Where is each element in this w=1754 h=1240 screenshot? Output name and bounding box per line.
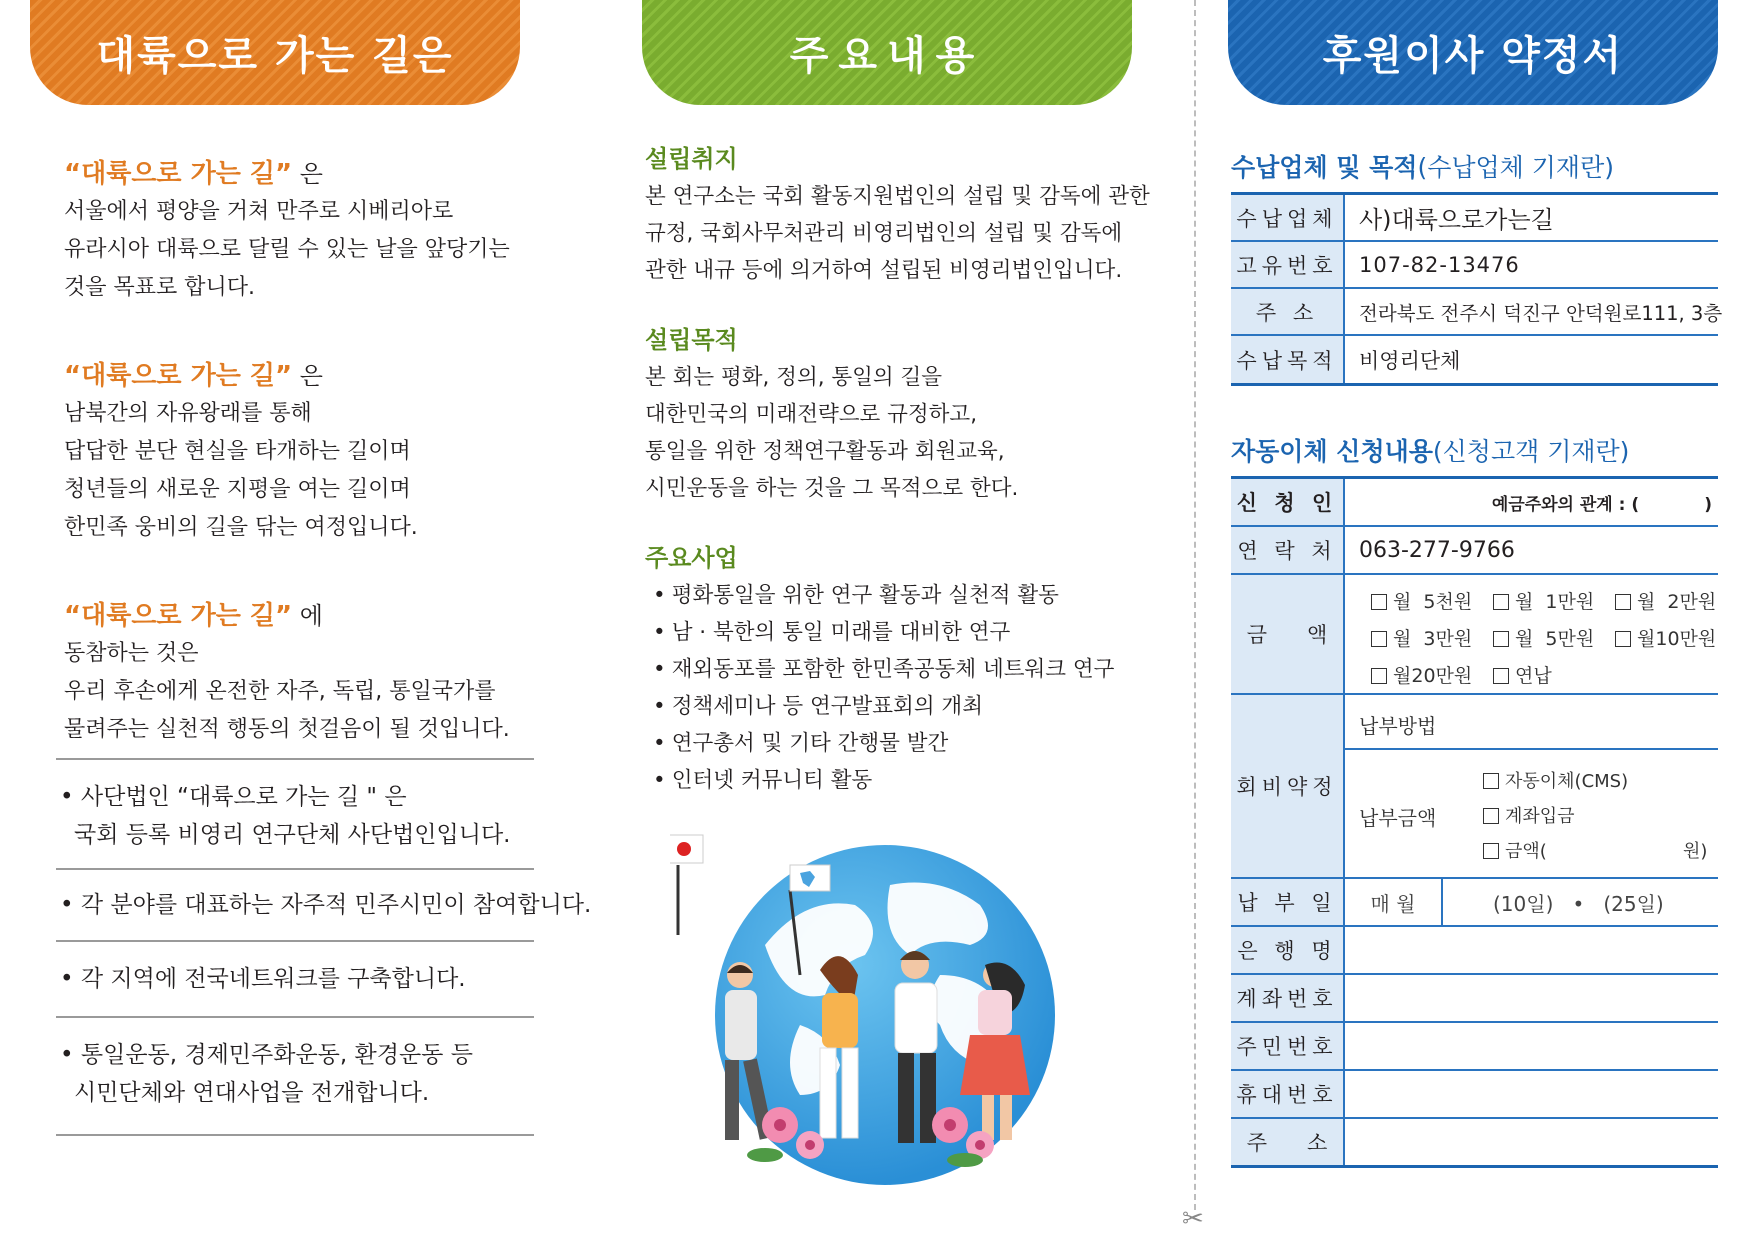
payee-title-sub: (수납업체 기재란) [1417,153,1614,182]
goal-section [645,321,1145,507]
amount-option-label: 월 5만원 [1515,628,1595,650]
resident-label: 주민번호 [1231,1023,1343,1069]
regno-row [1231,242,1718,289]
payee-title-main: 수납업체 및 목적 [1231,153,1418,182]
business-item: • 연구총서 및 기타 간행물 발간 [645,725,1145,762]
payday-value-cell [1343,879,1718,925]
payee-label: 수납업체 [1231,195,1343,240]
payday-label: 납 부 일 [1231,879,1343,925]
checkbox-icon[interactable] [1371,631,1387,647]
intro-block [64,357,534,547]
tab-intro [30,0,520,105]
bullet-line: 시민단체와 연대사업을 전개합니다. [74,1080,430,1106]
pay-unit: 원) [1683,841,1708,862]
amount-option[interactable] [1615,587,1716,614]
intro-quote: “대륙으로 가는 길” [64,361,293,391]
checkbox-icon[interactable] [1493,594,1509,610]
applicant-row [1231,479,1718,527]
goal-line: 통일을 위한 정책연구활동과 회원교육, [645,439,1005,464]
payday-month: 매 월 [1345,879,1443,925]
regno-label: 고유번호 [1231,242,1343,287]
transfer-title-sub: (신청고객 기재란) [1432,437,1630,466]
membership-row [1231,695,1718,879]
business-item: • 인터넷 커뮤니티 활동 [645,762,1145,799]
intro-quote: “대륙으로 가는 길” [64,601,293,631]
checkbox-icon[interactable] [1371,668,1387,684]
intro-block [64,155,534,307]
business-item: • 정책세미나 등 연구발표회의 개최 [645,688,1145,725]
tab-pledge-label: 후원이사 약정서 [1322,33,1624,79]
purpose-value[interactable]: 비영리단체 [1343,336,1718,383]
amount-option-label: 월20만원 [1393,665,1473,687]
applicant-label: 신 청 인 [1231,479,1343,525]
intro-heading [64,597,534,635]
bullet-line: • 사단법인 “대륙으로 가는 길 " 은 [60,784,407,810]
globe-people-illustration [670,825,1130,1205]
purpose-section [645,140,1150,289]
amount-option-label: 월 5천원 [1393,591,1473,613]
account-input[interactable] [1343,975,1718,1021]
address-input[interactable] [1343,1119,1718,1165]
purpose-label: 수납목적 [1231,336,1343,383]
intro-suffix: 은 [292,160,323,188]
bullet-line: • 각 분야를 대표하는 자주적 민주시민이 참여합니다. [60,892,592,918]
amount-option[interactable] [1493,661,1552,688]
bank-input[interactable] [1343,927,1718,973]
regno-value[interactable]: 107-82-13476 [1343,242,1718,287]
mobile-input[interactable] [1343,1071,1718,1117]
contact-value[interactable]: 063-277-9766 [1343,527,1718,573]
membership-label: 회비약정 [1231,695,1343,877]
bullet-item [56,868,592,940]
checkbox-icon[interactable] [1615,594,1631,610]
pay-method-label: 납부방법 [1359,714,1437,738]
intro-heading [64,155,534,193]
cut-line [1194,0,1196,1210]
feature-bullets [56,758,592,1136]
account-row [1231,975,1718,1023]
amount-option[interactable] [1371,624,1472,651]
checkbox-icon[interactable] [1483,808,1499,824]
goal-line: 대한민국의 미래전략으로 규정하고, [645,402,978,427]
pay-option-deposit[interactable] [1483,802,1575,828]
purpose-line: 관한 내규 등에 의거하여 설립된 비영리법인입니다. [645,258,1123,283]
mobile-row [1231,1071,1718,1119]
purpose-title: 설립취지 [645,145,738,173]
checkbox-icon[interactable] [1371,594,1387,610]
contact-row [1231,527,1718,575]
intro-suffix: 은 [292,362,323,390]
payee-address-value[interactable]: 전라북도 전주시 덕진구 안덕원로111, 3층 [1343,289,1722,334]
intro-line: 청년들의 새로운 지평을 여는 길이며 [64,477,411,502]
purpose-line: 본 연구소는 국회 활동지원법인의 설립 및 감독에 관한 [645,184,1150,209]
checkbox-icon[interactable] [1493,631,1509,647]
payee-row [1231,195,1718,242]
account-label: 계좌번호 [1231,975,1343,1021]
purpose-line: 규정, 국회사무처관리 비영리법인의 설립 및 감독에 [645,221,1123,246]
pay-option-amount[interactable] [1483,837,1547,863]
transfer-title-main: 자동이체 신청내용 [1231,437,1433,466]
intro-column [64,155,534,799]
amount-option-label: 월 2만원 [1637,591,1717,613]
amount-option[interactable] [1493,624,1594,651]
pay-amount-label: 납부금액 [1359,806,1437,830]
amount-label: 금 액 [1231,575,1343,693]
address-label: 주 소 [1231,1119,1343,1165]
business-item: • 평화통일을 위한 연구 활동과 실천적 활동 [645,577,1145,614]
amount-option-label: 월 3만원 [1393,628,1473,650]
intro-line: 것을 목표로 합니다. [64,275,255,300]
payee-section-title [1231,148,1614,184]
payday-dates[interactable]: (10일) • (25일) [1493,891,1664,916]
intro-line: 물려주는 실천적 행동의 첫걸음이 될 것입니다. [64,717,510,742]
payee-value[interactable]: 사)대륙으로가는길 [1343,195,1718,240]
bullet-item [56,758,534,868]
pay-option-label: 자동이체(CMS) [1505,771,1629,792]
intro-quote: “대륙으로 가는 길” [64,159,293,189]
bullet-line: • 통일운동, 경제민주화운동, 환경운동 등 [60,1042,473,1068]
amount-option[interactable] [1371,587,1472,614]
scissors-icon: ✂ [1182,1204,1204,1234]
resident-input[interactable] [1343,1023,1718,1069]
intro-suffix: 에 [292,602,323,630]
intro-line: 서울에서 평양을 거쳐 만주로 시베리아로 [64,199,454,224]
business-item: • 남 · 북한의 통일 미래를 대비한 연구 [645,614,1145,651]
goal-line: 본 회는 평화, 정의, 통일의 길을 [645,365,943,390]
checkbox-icon[interactable] [1483,843,1499,859]
intro-line: 우리 후손에게 온전한 자주, 독립, 통일국가를 [64,679,496,704]
resident-row [1231,1023,1718,1071]
pay-option-cms[interactable] [1483,767,1628,793]
mobile-label: 휴대번호 [1231,1071,1343,1117]
tab-pledge [1228,0,1718,105]
payee-address-label: 주 소 [1231,289,1343,334]
bullet-line: 국회 등록 비영리 연구단체 사단법인입니다. [74,822,511,848]
tab-main-content [642,0,1132,105]
bullet-item [56,940,534,1016]
pay-option-label: 계좌입금 [1505,806,1575,827]
contact-label: 연 락 처 [1231,527,1343,573]
bank-label: 은 행 명 [1231,927,1343,973]
amount-option-label: 연납 [1515,665,1552,687]
amount-option[interactable] [1615,624,1716,651]
amount-option-label: 월 1만원 [1515,591,1595,613]
address-row [1231,1119,1718,1168]
bullet-line: • 각 지역에 전국네트워크를 구축합니다. [60,966,466,992]
intro-line: 한민족 웅비의 길을 닦는 여정입니다. [64,515,418,540]
intro-line: 유라시아 대륙으로 달릴 수 있는 날을 앞당기는 [64,237,510,262]
intro-block [64,597,534,749]
checkbox-icon[interactable] [1493,668,1509,684]
membership-divider [1345,748,1718,750]
main-content-column [645,140,1150,831]
purpose-row [1231,336,1718,386]
checkbox-icon[interactable] [1483,773,1499,789]
goal-line: 시민운동을 하는 것을 그 목적으로 한다. [645,476,1019,501]
pay-option-label: 금액( [1505,841,1547,862]
amount-option[interactable] [1493,587,1594,614]
payee-address-row [1231,289,1723,336]
transfer-section-title [1231,432,1629,468]
goal-title: 설립목적 [645,326,738,354]
checkbox-icon[interactable] [1615,631,1631,647]
bank-row [1231,927,1718,975]
intro-line: 남북간의 자유왕래를 통해 [64,401,312,426]
business-section [645,539,1145,799]
applicant-relation[interactable]: 예금주와의 관계 : ( ) [1343,479,1718,525]
business-item: • 재외동포를 포함한 한민족공동체 네트워크 연구 [645,651,1145,688]
intro-line: 동참하는 것은 [64,641,199,666]
amount-option[interactable] [1371,661,1472,688]
tab-main-content-label: 주요내용 [789,33,985,79]
intro-heading [64,357,534,395]
amount-option-label: 월10만원 [1637,628,1717,650]
tab-intro-label: 대륙으로 가는 길은 [96,33,454,79]
business-title: 주요사업 [645,544,738,572]
intro-line: 답답한 분단 현실을 타개하는 길이며 [64,439,411,464]
bullet-item [56,1016,534,1136]
payday-row [1231,879,1718,927]
